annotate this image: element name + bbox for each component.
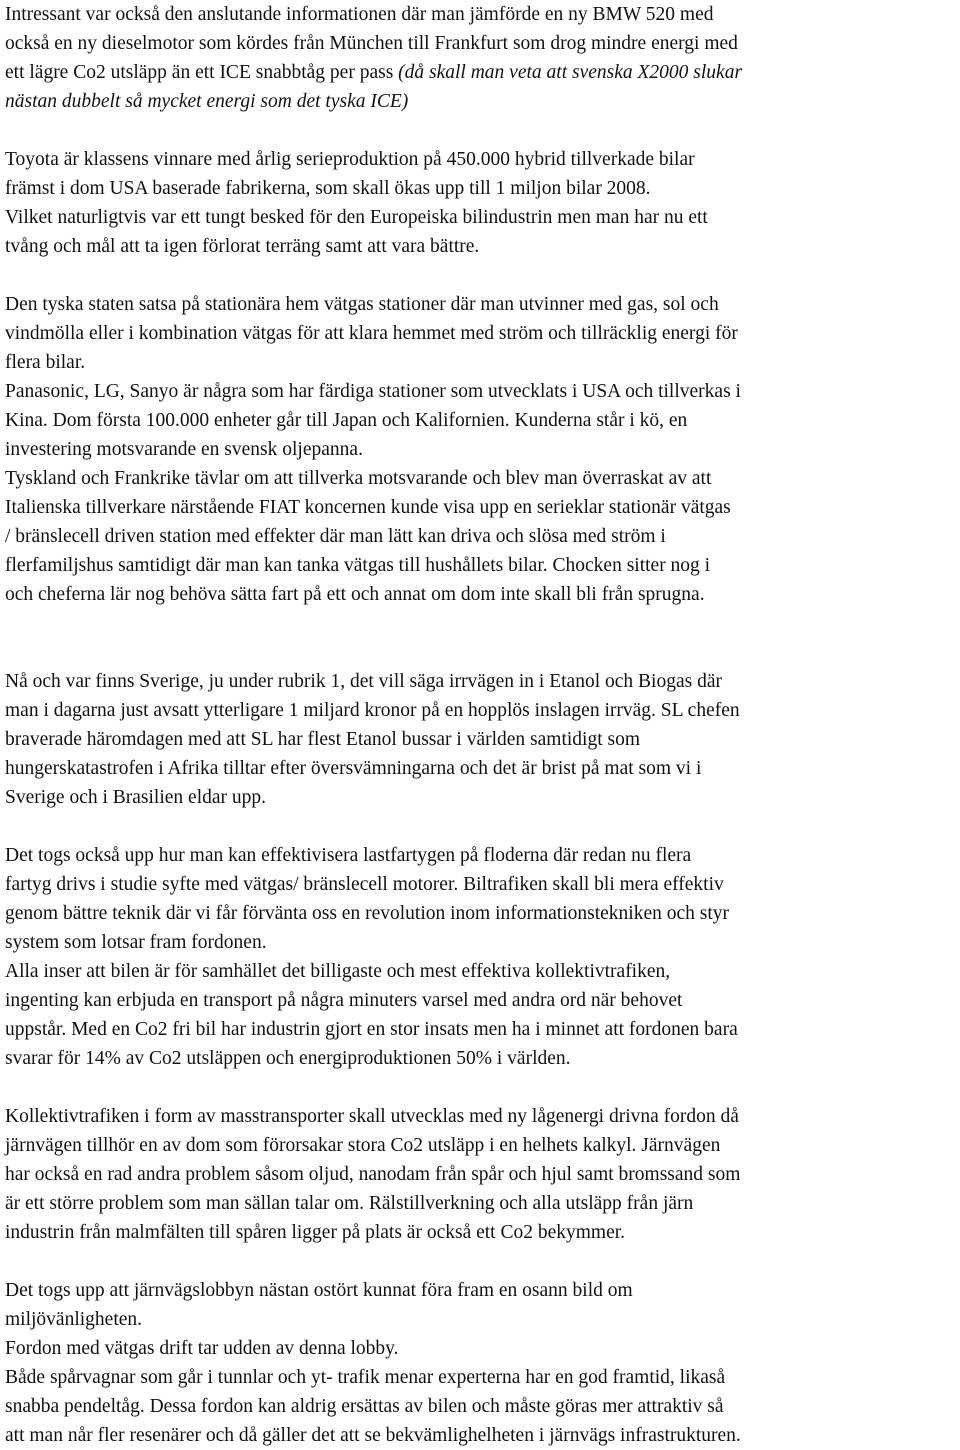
text-line: [5, 522, 955, 551]
text-line: [5, 870, 955, 899]
text-line: [5, 1421, 955, 1450]
text-line: [5, 754, 955, 783]
paragraph-rail-lobby: [5, 1276, 955, 1450]
text-segment: Panasonic, LG, Sanyo är några som har färdiga stationer som utvecklats i USA och tillverkas i: [5, 381, 741, 402]
text-segment: Både spårvagnar som går i tunnlar och yt- trafik menar experterna har en god framtid, likaså: [5, 1367, 726, 1388]
text-segment: fartyg drivs i studie syfte med vätgas/ bränslecell motorer. Biltrafiken skall bli mera effektiv: [5, 874, 724, 895]
paragraph-spacer: [5, 1073, 955, 1102]
text-segment: Alla inser att bilen är för samhället det billigaste och mest effektiva kollektivtrafiken,: [5, 961, 671, 982]
paragraph-cargo-ships: [5, 841, 955, 1073]
text-line: [5, 1276, 955, 1305]
paragraph-spacer: [5, 116, 955, 145]
text-line: [5, 87, 955, 116]
text-line: [5, 377, 955, 406]
text-line: [5, 1305, 955, 1334]
text-segment: Kollektivtrafiken i form av masstransporter skall utvecklas med ny lågenergi drivna fordon då: [5, 1106, 739, 1127]
text-segment: flerfamiljshus samtidigt där man kan tanka vätgas till hushållets bilar. Chocken sitter nog i: [5, 555, 711, 576]
text-line: [5, 899, 955, 928]
paragraph-bmw-ice: [5, 0, 955, 116]
text-segment: Fordon med vätgas drift tar udden av denna lobby.: [5, 1338, 399, 1359]
text-line: [5, 232, 955, 261]
text-line: [5, 928, 955, 957]
text-segment: man i dagarna just avsatt ytterligare 1 miljard kronor på en hopplös inslagen irrväg. SL chefen: [5, 700, 740, 721]
text-segment: system som lotsar fram fordonen.: [5, 932, 267, 953]
text-line: [5, 841, 955, 870]
paragraph-sweden-etanol: [5, 667, 955, 812]
italic-text-segment: (då skall man veta att svenska X2000 slukar: [398, 62, 743, 83]
text-segment: Intressant var också den anslutande informationen där man jämförde en ny BMW 520 med: [5, 4, 714, 25]
text-segment: också en ny dieselmotor som kördes från München till Frankfurt som drog mindre energi med: [5, 33, 738, 54]
paragraph-spacer: [5, 1247, 955, 1276]
text-segment: har också en rad andra problem såsom oljud, nanodam från spår och hjul samt bromssand som: [5, 1164, 741, 1185]
text-segment: / bränslecell driven station med effekter där man lätt kan driva och slösa med ström i: [5, 526, 666, 547]
text-segment: vindmölla eller i kombination vätgas för att klara hemmet med ström och tillräcklig energi för: [5, 323, 738, 344]
text-segment: Vilket naturligtvis var ett tungt besked för den Europeiska bilindustrin men man har nu ett: [5, 207, 708, 228]
text-segment: tvång och mål att ta igen förlorat terräng samt att vara bättre.: [5, 236, 480, 257]
text-segment: Tyskland och Frankrike tävlar om att tillverka motsvarande och blev man överraskat av att: [5, 468, 712, 489]
text-line: [5, 1015, 955, 1044]
text-line: [5, 290, 955, 319]
text-line: [5, 1102, 955, 1131]
text-segment: flera bilar.: [5, 352, 86, 373]
text-segment: Det togs också upp hur man kan effektivisera lastfartygen på floderna där redan nu flera: [5, 845, 692, 866]
text-line: [5, 1131, 955, 1160]
text-line: [5, 957, 955, 986]
text-segment: ett lägre Co2 utsläpp än ett ICE snabbtåg per pass: [5, 62, 399, 83]
text-line: [5, 1392, 955, 1421]
text-line: [5, 0, 955, 29]
text-segment: uppstår. Med en Co2 fri bil har industrin gjort en stor insats men ha i minnet att fordonen bara: [5, 1019, 738, 1040]
text-line: [5, 667, 955, 696]
text-line: [5, 580, 955, 609]
text-segment: Den tyska staten satsa på stationära hem vätgas stationer där man utvinner med gas, sol och: [5, 294, 719, 315]
paragraph-toyota: [5, 145, 955, 261]
text-line: [5, 1044, 955, 1073]
text-segment: Det togs upp att järnvägslobbyn nästan ostört kunnat föra fram en osann bild om: [5, 1280, 633, 1301]
text-segment: hungerskatastrofen i Afrika tilltar efter översvämningarna och det är brist på mat som vi i: [5, 758, 702, 779]
text-segment: och cheferna lär nog behöva sätta fart på ett och annat om dom inte skall bli från sprugna.: [5, 584, 705, 605]
text-segment: järnvägen tillhör en av dom som förorsakar stora Co2 utsläpp i en helhets kalkyl. Järnvägen: [5, 1135, 721, 1156]
text-segment: att man når fler resenärer och då gäller det att se bekvämlighelheten i järnvägs infrastrukturen.: [5, 1425, 741, 1446]
text-line: [5, 1334, 955, 1363]
paragraph-spacer: [5, 261, 955, 290]
text-line: [5, 1189, 955, 1218]
text-line: [5, 493, 955, 522]
text-line: [5, 1160, 955, 1189]
text-line: [5, 783, 955, 812]
text-segment: svarar för 14% av Co2 utsläppen och energiproduktionen 50% i världen.: [5, 1048, 571, 1069]
text-line: [5, 725, 955, 754]
text-segment: Nå och var finns Sverige, ju under rubrik 1, det vill säga irrvägen in i Etanol och Biogas där: [5, 671, 722, 692]
text-line: [5, 406, 955, 435]
text-segment: Italienska tillverkare närstående FIAT koncernen kunde visa upp en serieklar stationär vätgas: [5, 497, 731, 518]
text-segment: Kina. Dom första 100.000 enheter går till Japan och Kalifornien. Kunderna står i kö, en: [5, 410, 688, 431]
text-line: [5, 319, 955, 348]
text-line: [5, 348, 955, 377]
text-segment: ingenting kan erbjuda en transport på några minuters varsel med andra ord när behovet: [5, 990, 683, 1011]
text-line: [5, 174, 955, 203]
text-segment: genom bättre teknik där vi får förvänta oss en revolution inom informationstekniken och styr: [5, 903, 730, 924]
text-line: [5, 203, 955, 232]
text-line: [5, 145, 955, 174]
text-segment: främst i dom USA baserade fabrikerna, som skall ökas upp till 1 miljon bilar 2008.: [5, 178, 651, 199]
text-segment: braverade häromdagen med att SL har flest Etanol bussar i världen samtidigt som: [5, 729, 641, 750]
paragraph-spacer: [5, 812, 955, 841]
text-line: [5, 696, 955, 725]
text-segment: är ett större problem som man sällan talar om. Rälstillverkning och alla utsläpp från järn: [5, 1193, 694, 1214]
text-segment: snabba pendeltåg. Dessa fordon kan aldrig ersättas av bilen och måste göras mer attraktiv så: [5, 1396, 724, 1417]
paragraph-spacer: [5, 609, 955, 667]
text-line: [5, 435, 955, 464]
text-line: [5, 986, 955, 1015]
text-segment: investering motsvarande en svensk oljepanna.: [5, 439, 363, 460]
text-line: [5, 551, 955, 580]
italic-text-segment: nästan dubbelt så mycket energi som det tyska ICE): [5, 91, 409, 112]
text-line: [5, 29, 955, 58]
text-segment: Toyota är klassens vinnare med årlig serieproduktion på 450.000 hybrid tillverkade bilar: [5, 149, 695, 170]
text-line: [5, 464, 955, 493]
text-segment: industrin från malmfälten till spåren ligger på plats är också ett Co2 bekymmer.: [5, 1222, 626, 1243]
document-page: [5, 0, 955, 1450]
text-segment: miljövänligheten.: [5, 1309, 143, 1330]
text-line: [5, 58, 955, 87]
text-line: [5, 1218, 955, 1247]
paragraph-german-hydrogen: [5, 290, 955, 609]
paragraph-public-transport: [5, 1102, 955, 1247]
text-segment: Sverige och i Brasilien eldar upp.: [5, 787, 267, 808]
text-line: [5, 1363, 955, 1392]
